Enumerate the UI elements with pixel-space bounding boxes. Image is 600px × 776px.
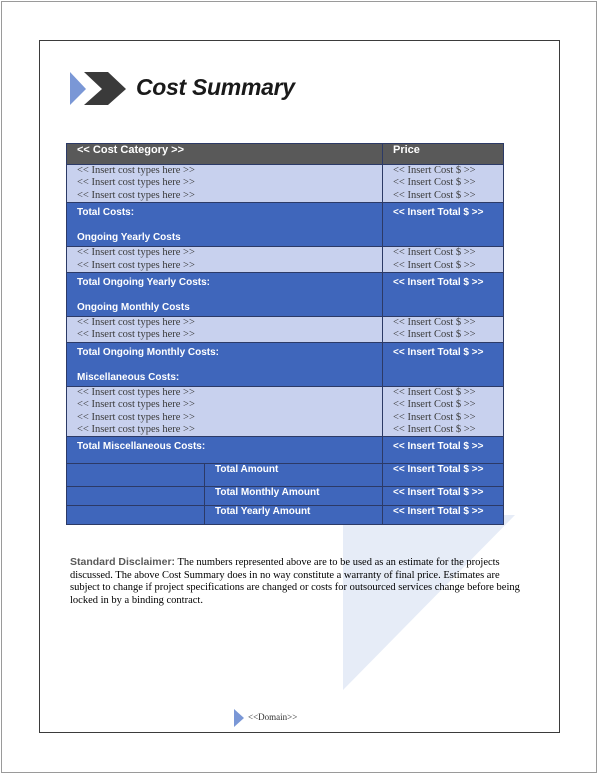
total-monthly-row <box>67 342 504 386</box>
cost-price-item: << Insert Cost $ >> <box>393 317 476 329</box>
summary-row <box>67 506 504 525</box>
table-row <box>67 165 504 203</box>
table-row <box>67 247 504 273</box>
cost-price-item: << Insert Cost $ >> <box>393 177 476 189</box>
cost-type-item: << Insert cost types here >> <box>77 411 195 423</box>
cost-price-item: << Insert Cost $ >> <box>393 259 476 271</box>
cost-type-item: << Insert cost types here >> <box>77 259 195 271</box>
yearly-price-list <box>383 247 504 273</box>
yearly-type-list <box>67 247 383 273</box>
cost-price-item: << Insert Cost $ >> <box>393 329 476 341</box>
summary-label: Total Monthly Amount <box>205 487 383 506</box>
cost-type-item: << Insert cost types here >> <box>77 399 195 411</box>
cost-type-item: << Insert cost types here >> <box>77 189 195 201</box>
total-monthly-value: << Insert Total $ >> <box>383 342 504 386</box>
cost-price-item: << Insert Cost $ >> <box>393 165 476 176</box>
total-misc-label: Total Miscellaneous Costs: <box>77 441 206 453</box>
monthly-price-list <box>383 317 504 343</box>
total-yearly-row <box>67 273 504 317</box>
cost-price-item: << Insert Cost $ >> <box>393 399 476 411</box>
summary-row <box>67 487 504 506</box>
cost-type-list <box>67 165 383 203</box>
double-chevron-icon <box>70 71 130 107</box>
cost-price-list <box>383 165 504 203</box>
total-misc-value: << Insert Total $ >> <box>383 437 504 464</box>
cost-summary-table <box>66 143 504 525</box>
cost-type-item: << Insert cost types here >> <box>77 177 195 189</box>
page-title: Cost Summary <box>136 74 295 100</box>
cost-price-item: << Insert Cost $ >> <box>393 247 476 259</box>
cost-type-item: << Insert cost types here >> <box>77 317 195 329</box>
summary-row <box>67 464 504 487</box>
table-header-row <box>67 144 504 165</box>
cost-type-item: << Insert cost types here >> <box>77 329 195 341</box>
column-header-category: << Cost Category >> <box>67 144 383 165</box>
table-row <box>67 317 504 343</box>
cost-price-item: << Insert Cost $ >> <box>393 189 476 201</box>
disclaimer-text: The numbers represented above are to be used as an estimate for the projects discussed. The above Cost Summary does in no way constitute a warranty of final price. Estimates are subject to change if project specifications are changed or costs for outsourced services change before being locked in by a binding contract. <box>70 557 520 606</box>
section-heading-misc: Miscellaneous Costs: <box>77 371 180 383</box>
cost-type-item: << Insert cost types here >> <box>77 424 195 436</box>
column-header-price: Price <box>383 144 504 165</box>
total-monthly-label: Total Ongoing Monthly Costs: <box>77 346 220 358</box>
standard-disclaimer <box>70 556 520 607</box>
misc-type-list <box>67 386 383 437</box>
summary-value: << Insert Total $ >> <box>383 506 504 525</box>
summary-value: << Insert Total $ >> <box>383 487 504 506</box>
summary-value: << Insert Total $ >> <box>383 464 504 487</box>
total-misc-row <box>67 437 504 464</box>
section-heading-monthly: Ongoing Monthly Costs <box>77 302 190 314</box>
summary-label: Total Yearly Amount <box>205 506 383 525</box>
cost-price-item: << Insert Cost $ >> <box>393 386 476 398</box>
footer-domain: <<Domain>> <box>248 712 298 722</box>
table-row <box>67 386 504 437</box>
total-yearly-value: << Insert Total $ >> <box>383 273 504 317</box>
total-costs-value: << Insert Total $ >> <box>383 203 504 247</box>
misc-price-list <box>383 386 504 437</box>
cost-type-item: << Insert cost types here >> <box>77 165 195 176</box>
cost-type-item: << Insert cost types here >> <box>77 386 195 398</box>
section-heading-yearly: Ongoing Yearly Costs <box>77 232 181 244</box>
monthly-type-list <box>67 317 383 343</box>
summary-label: Total Amount <box>205 464 383 487</box>
cost-price-item: << Insert Cost $ >> <box>393 411 476 423</box>
cost-price-item: << Insert Cost $ >> <box>393 424 476 436</box>
cost-type-item: << Insert cost types here >> <box>77 247 195 259</box>
disclaimer-lead: Standard Disclaimer: <box>70 556 176 568</box>
total-costs-label: Total Costs: <box>77 207 135 219</box>
triangle-right-icon <box>234 709 246 727</box>
total-costs-row <box>67 203 504 247</box>
total-yearly-label: Total Ongoing Yearly Costs: <box>77 277 210 289</box>
